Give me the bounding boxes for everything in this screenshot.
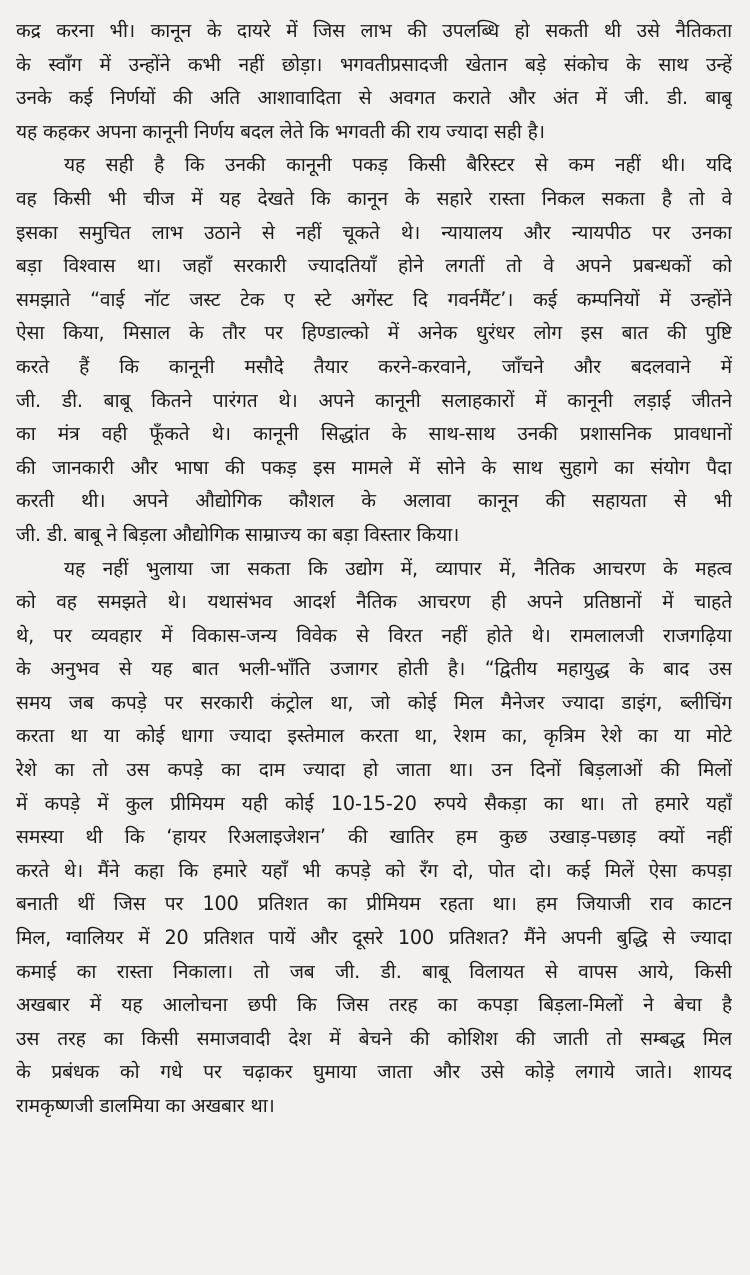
text-line: समस्या थी कि ‘हायर रिअलाइजेशन’ की खातिर हम कुछ उखाड़-पछाड़ क्यों नहीं [16, 825, 732, 849]
text-line: बनाती थीं जिस पर 100 प्रतिशत का प्रीमियम रहता था। हम जियाजी राव काटन [16, 892, 732, 916]
paragraph-2 [16, 148, 732, 551]
text-line: करता था या कोई धागा ज्यादा इस्तेमाल करता था, रेशम का, कृत्रिम रेशे का या मोटे [16, 724, 732, 748]
text-line: यह नहीं भुलाया जा सकता कि उद्योग में, व्यापार में, नैतिक आचरण के महत्व [64, 556, 732, 580]
text-line: वह किसी भी चीज में यह देखते कि कानून के सहारे रास्ता निकल सकता है तो वे [16, 186, 732, 210]
text-line: मिल, ग्वालियर में 20 प्रतिशत पायें और दूसरे 100 प्रतिशत? मैंने अपनी बुद्धि से ज्यादा [16, 926, 732, 950]
text-line: उस तरह का किसी समाजवादी देश में बेचने की कोशिश की जाती तो सम्बद्ध मिल [16, 1026, 732, 1050]
text-line: करते हैं कि कानूनी मसौदे तैयार करने-करवाने, जाँचने और बदलवाने में [16, 354, 732, 378]
paragraph-1 [16, 14, 732, 148]
text-line: समय जब कपड़े पर सरकारी कंट्रोल था, जो कोई मिल मैनेजर ज्यादा डाइंग, ब्लीचिंग [16, 690, 732, 714]
paragraph-3 [16, 552, 732, 1123]
text-line: ऐसा किया, मिसाल के तौर पर हिण्डाल्को में अनेक धुरंधर लोग इस बात की पुष्टि [16, 321, 732, 345]
text-line: के अनुभव से यह बात भली-भाँति उजागर होती है। “द्वितीय महायुद्ध के बाद उस [16, 657, 732, 681]
text-line: के स्वाँग में उन्होंने कभी नहीं छोड़ा। भगवतीप्रसादजी खेतान बड़े संकोच के साथ उन्हें [16, 52, 732, 76]
text-line: रामकृष्णजी डालमिया का अखबार था। [16, 1094, 275, 1117]
text-line: अखबार में यह आलोचना छपी कि जिस तरह का कपड़ा बिड़ला-मिलों ने बेचा है [16, 993, 732, 1017]
text-line: थे, पर व्यवहार में विकास-जन्य विवेक से विरत नहीं होते थे। रामलालजी राजगढ़िया [16, 623, 732, 647]
text-line: कद्र करना भी। कानून के दायरे में जिस लाभ की उपलब्धि हो सकती थी उसे नैतिकता [16, 19, 732, 42]
text-line: की जानकारी और भाषा की पकड़ इस मामले में सोने के साथ सुहागे का संयोग पैदा [16, 455, 732, 479]
text-line: बड़ा विश्वास था। जहाँ सरकारी ज्यादतियाँ होने लगतीं तो वे अपने प्रबन्धकों को [16, 254, 732, 278]
text-line: का मंत्र वही फूँकते थे। कानूनी सिद्धांत के साथ-साथ उनकी प्रशासनिक प्रावधानों [16, 422, 732, 446]
text-line: इसका समुचित लाभ उठाने से नहीं चूकते थे। न्यायालय और न्यायपीठ पर उनका [16, 220, 732, 244]
text-line: रेशे का तो उस कपड़े का दाम ज्यादा हो जाता था। उन दिनों बिड़लाओं की मिलों [16, 758, 732, 782]
text-line: जी. डी. बाबू कितने पारंगत थे। अपने कानूनी सलाहकारों में कानूनी लड़ाई जीतने [16, 388, 732, 412]
text-line: समझाते “वाई नॉट जस्ट टेक ए स्टे अगेंस्ट दि गवर्नमैंट’। कई कम्पनियों में उन्होंने [16, 287, 732, 311]
text-line: जी. डी. बाबू ने बिड़ला औद्योगिक साम्राज्य का बड़ा विस्तार किया। [16, 522, 460, 546]
text-line: में कपड़े में कुल प्रीमियम यही कोई 10-15-20 रुपये सैकड़ा का था। तो हमारे यहाँ [16, 791, 732, 815]
text-line: को वह समझते थे। यथासंभव आदर्श नैतिक आचरण ही अपने प्रतिष्ठानों में चाहते [16, 590, 732, 614]
text-line: करती थी। अपने औद्योगिक कौशल के अलावा कानून की सहायता से भी [16, 489, 732, 513]
text-line: उनके कई निर्णयों की अति आशावादिता से अवगत कराते और अंत में जी. डी. बाबू [16, 86, 732, 110]
text-line: यह कहकर अपना कानूनी निर्णय बदल लेते कि भगवती की राय ज्यादा सही है। [16, 119, 545, 143]
text-line: कमाई का रास्ता निकाला। तो जब जी. डी. बाबू विलायत से वापस आये, किसी [16, 959, 732, 983]
text-line: यह सही है कि उनकी कानूनी पकड़ किसी बैरिस्टर से कम नहीं थी। यदि [64, 153, 732, 177]
text-line: के प्रबंधक को गधे पर चढ़ाकर घुमाया जाता और उसे कोड़े लगाये जाते। शायद [16, 1060, 732, 1084]
text-line: करते थे। मैंने कहा कि हमारे यहाँ भी कपड़े को रँग दो, पोत दो। कई मिलें ऐसा कपड़ा [16, 858, 732, 882]
